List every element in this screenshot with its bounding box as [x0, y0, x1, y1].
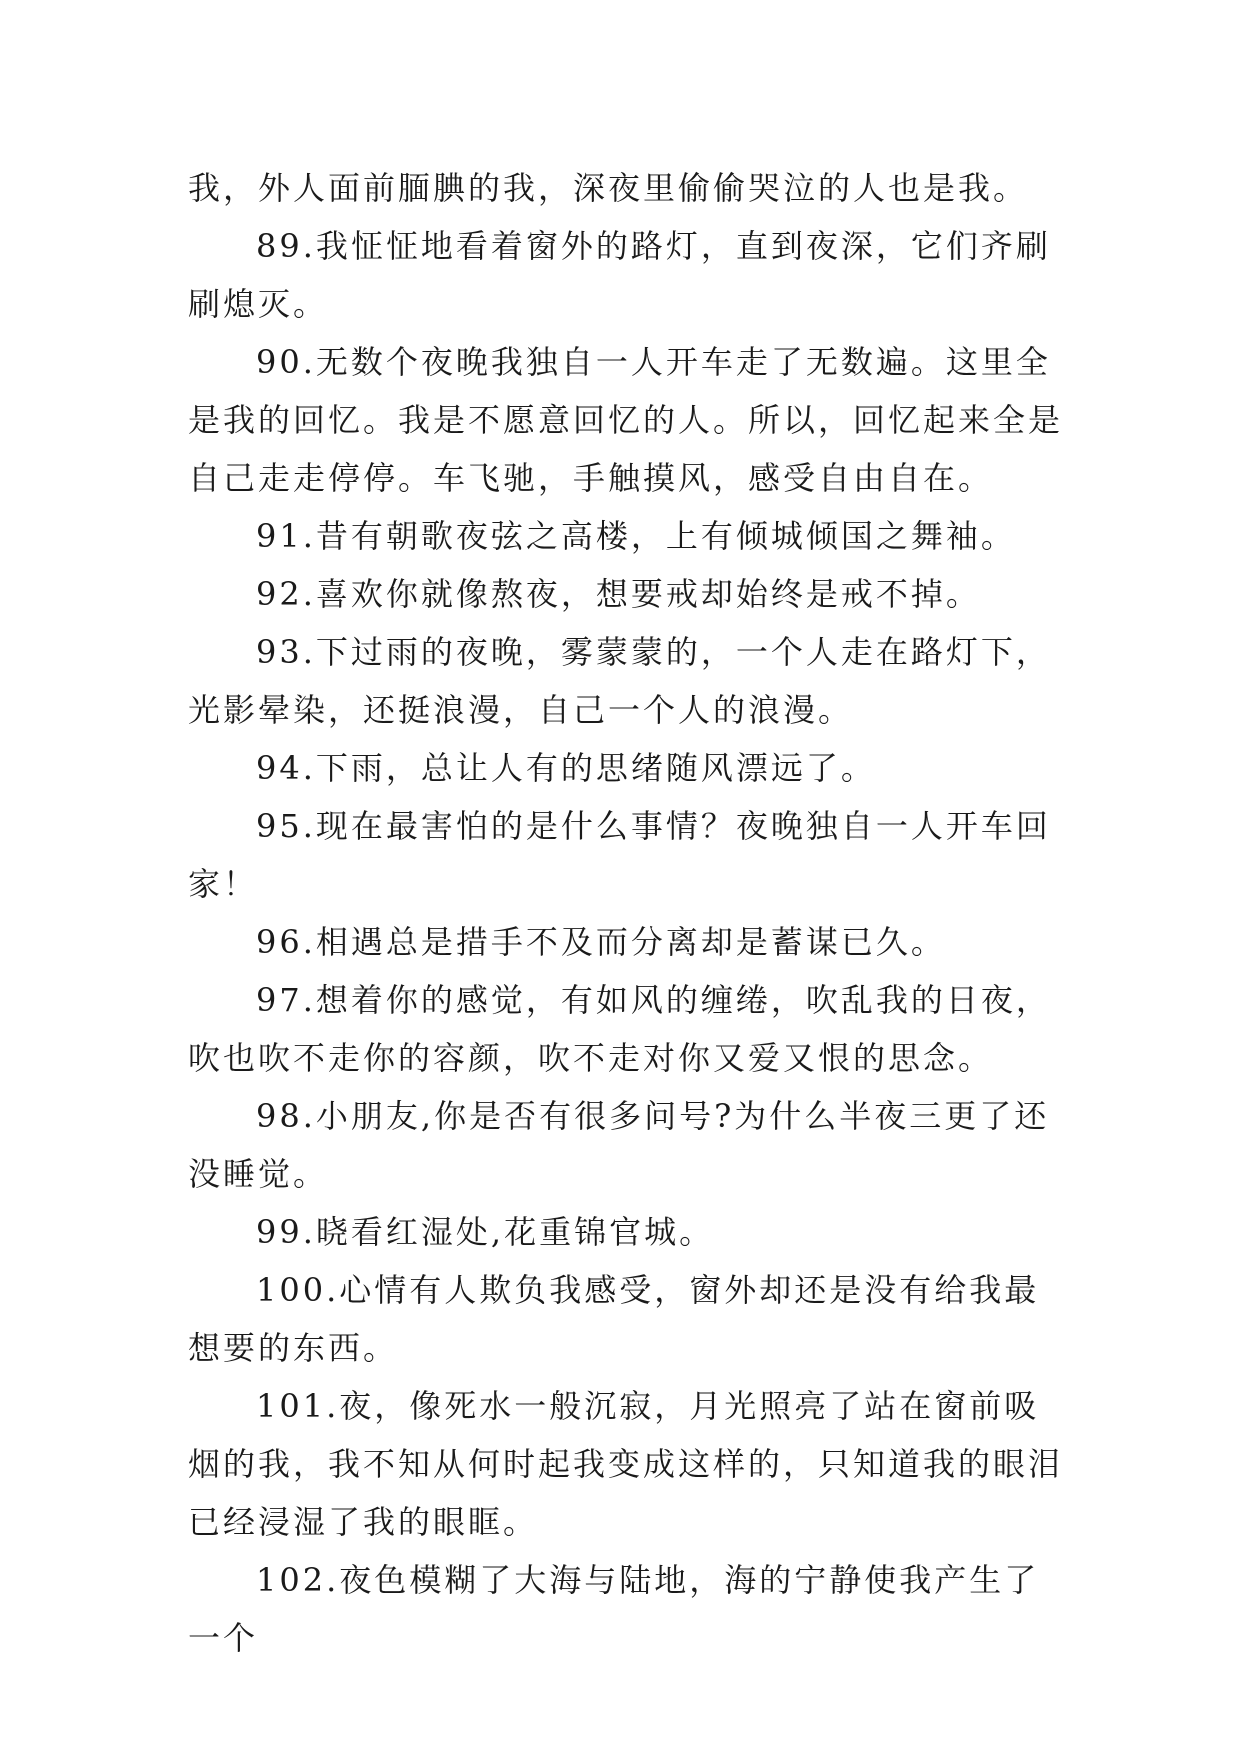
paragraph-98: 98.小朋友,你是否有很多问号?为什么半夜三更了还没睡觉。 [188, 1097, 1050, 1193]
paragraph-89: 89.我怔怔地看着窗外的路灯，直到夜深，它们齐刷刷熄灭。 [188, 227, 1051, 323]
paragraph-100: 100.心情有人欺负我感受，窗外却还是没有给我最想要的东西。 [188, 1271, 1040, 1367]
paragraph-96: 96.相遇总是措手不及而分离却是蓄谋已久。 [256, 923, 946, 961]
paragraph-99: 99.晓看红湿处,花重锦官城。 [256, 1213, 715, 1251]
paragraph-97: 97.想着你的感觉，有如风的缠绻，吹乱我的日夜，吹也吹不走你的容颜，吹不走对你又爱又恨的思念。 [188, 981, 1051, 1077]
paragraph-95: 95.现在最害怕的是什么事情？夜晚独自一人开车回家！ [188, 807, 1051, 903]
paragraph-continuation: 我，外人面前腼腆的我，深夜里偷偷哭泣的人也是我。 [188, 169, 1029, 207]
paragraph-90: 90.无数个夜晚我独自一人开车走了无数遍。这里全是我的回忆。我是不愿意回忆的人。所以，回忆起来全是自己走走停停。车飞驰，手触摸风，感受自由自在。 [188, 343, 1064, 497]
paragraph-93: 93.下过雨的夜晚，雾蒙蒙的，一个人走在路灯下，光影晕染，还挺浪漫，自己一个人的浪漫。 [188, 633, 1051, 729]
paragraph-94: 94.下雨，总让人有的思绪随风漂远了。 [256, 749, 876, 787]
paragraph-102: 102.夜色模糊了大海与陆地，海的宁静使我产生了一个 [188, 1561, 1040, 1657]
paragraph-101: 101.夜，像死水一般沉寂，月光照亮了站在窗前吸烟的我，我不知从何时起我变成这样的，只知道我的眼泪已经浸湿了我的眼眶。 [188, 1387, 1064, 1541]
paragraph-91: 91.昔有朝歌夜弦之高楼，上有倾城倾国之舞袖。 [256, 517, 1016, 555]
paragraph-92: 92.喜欢你就像熬夜，想要戒却始终是戒不掉。 [256, 575, 981, 613]
document-body [188, 159, 1068, 1667]
